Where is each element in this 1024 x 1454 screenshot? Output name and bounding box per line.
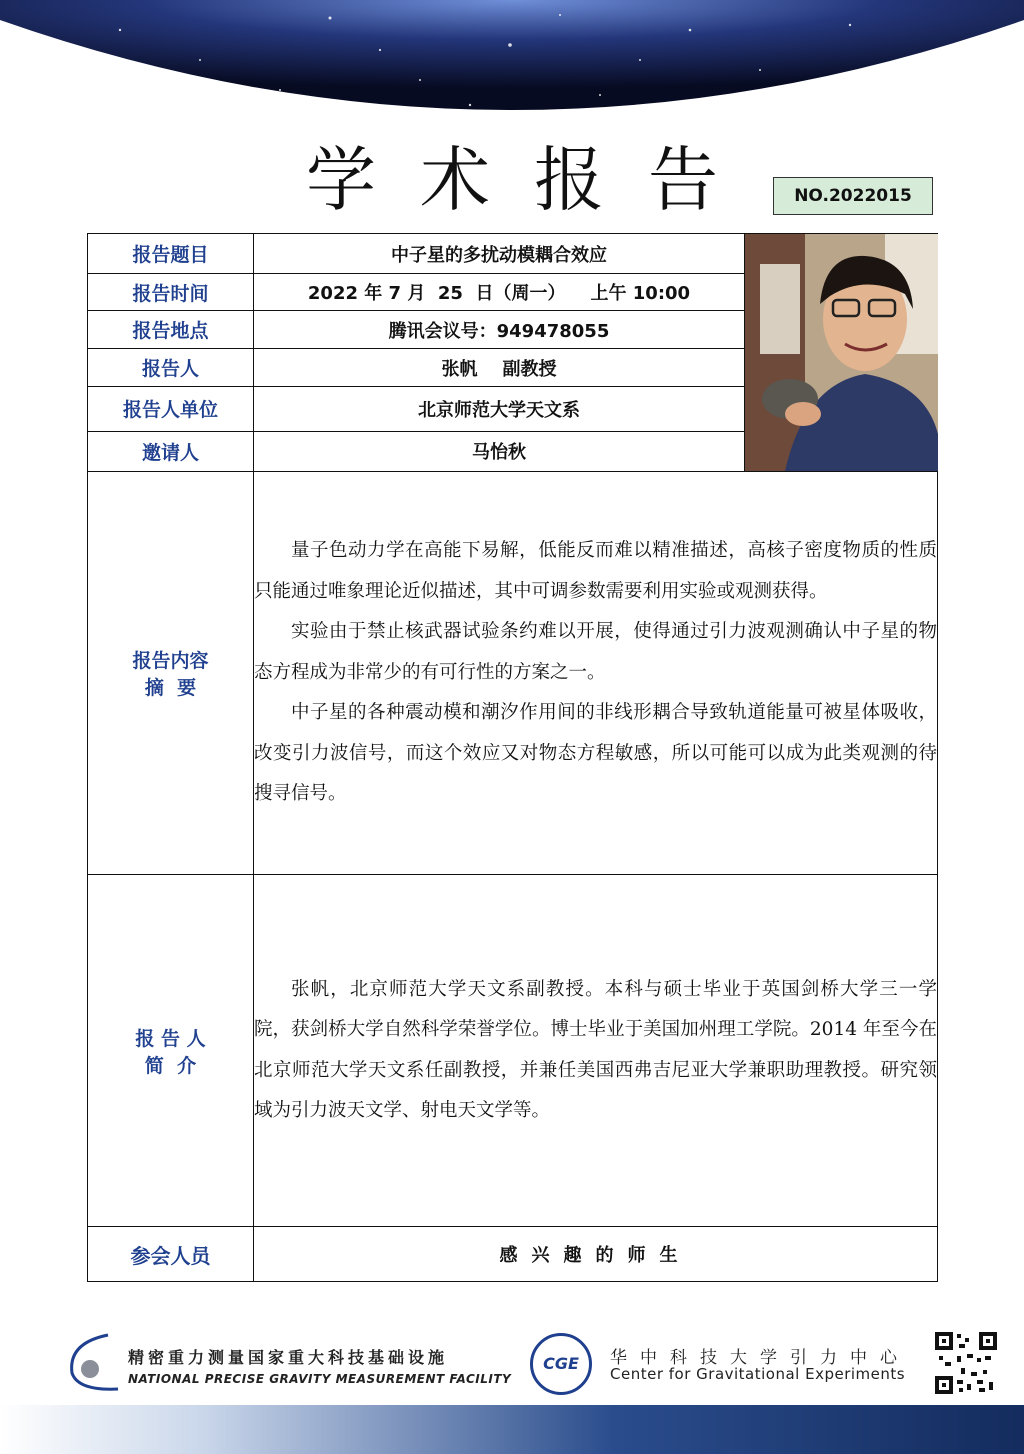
abstract-label-line2: 摘 要: [144, 677, 197, 699]
row-value: 腾讯会议号：949478055: [254, 311, 745, 349]
page-title: 学术报告: [306, 139, 762, 221]
row-value: 北京师范大学天文系: [254, 386, 745, 431]
attendees-label: 参会人员: [88, 1227, 254, 1282]
facility-logo-icon: [68, 1333, 124, 1393]
abstract-label: [88, 472, 254, 875]
report-number: NO.2022015: [773, 177, 933, 215]
attendees-row: [88, 1227, 938, 1282]
abstract-paragraph: 中子星的各种震动模和潮汐作用间的非线形耦合导致轨道能量可被星体吸收，改变引力波信号，而这个效应又对物态方程敏感，所以可能可以成为此类观测的待搜寻信号。: [254, 702, 937, 805]
bio-content: [254, 875, 938, 1227]
row-label: 报告题目: [88, 234, 254, 274]
attendees-value: 感兴趣的师生: [254, 1227, 938, 1282]
report-table: [87, 233, 938, 1282]
facility-name-cn: 精密重力测量国家重大科技基础设施: [128, 1348, 449, 1367]
cge-logo-icon: CGE: [530, 1333, 592, 1395]
bottom-color-bar: [0, 1405, 1024, 1454]
footer: [0, 1325, 1024, 1405]
facility-name-en: NATIONAL PRECISE GRAVITY MEASUREMENT FACILITY: [128, 1372, 512, 1386]
qr-code-icon: [933, 1330, 999, 1396]
bio-label: [88, 875, 254, 1227]
abstract-paragraph: 实验由于禁止核武器试验条约难以开展，使得通过引力波观测确认中子星的物态方程成为非常少的有可行性的方案之一。: [254, 621, 937, 683]
bio-label-line2: 简 介: [144, 1054, 197, 1077]
row-label: 报告人: [88, 349, 254, 386]
row-label: 报告地点: [88, 311, 254, 349]
row-value: 2022 年 7 月 25 日（周一） 上午 10:00: [254, 274, 745, 311]
abstract-paragraph: 量子色动力学在高能下易解，低能反而难以精准描述，高核子密度物质的性质只能通过唯象理论近似描述，其中可调参数需要利用实验或观测获得。: [254, 540, 937, 602]
bio-row: [88, 875, 938, 1227]
table-row: [88, 234, 938, 274]
abstract-label-line1: 报告内容: [132, 650, 209, 672]
row-value: 中子星的多扰动模耦合效应: [254, 234, 745, 274]
abstract-content: [254, 472, 938, 875]
row-value: 马怡秋: [254, 431, 745, 471]
abstract-row: [88, 472, 938, 875]
row-value: 张帆 副教授: [254, 349, 745, 386]
starry-banner: [0, 0, 1024, 130]
row-label: 邀请人: [88, 431, 254, 471]
bio-paragraph: 张帆，北京师范大学天文系副教授。本科与硕士毕业于英国剑桥大学三一学院，获剑桥大学自然科学荣誉学位。博士毕业于美国加州理工学院。2014 年至今在北京师范大学天文系任副教授，并兼任美国西弗吉尼亚大学兼职助理教授。研究领域为引力波天文学、射电天文学等。: [254, 978, 937, 1121]
row-label: 报告人单位: [88, 386, 254, 431]
center-name-en: Center for Gravitational Experiments: [610, 1365, 906, 1383]
speaker-photo: [745, 234, 938, 472]
row-label: 报告时间: [88, 274, 254, 311]
bio-label-line1: 报 告 人: [135, 1027, 206, 1050]
center-name-cn: 华中科技大学引力中心: [610, 1348, 910, 1368]
